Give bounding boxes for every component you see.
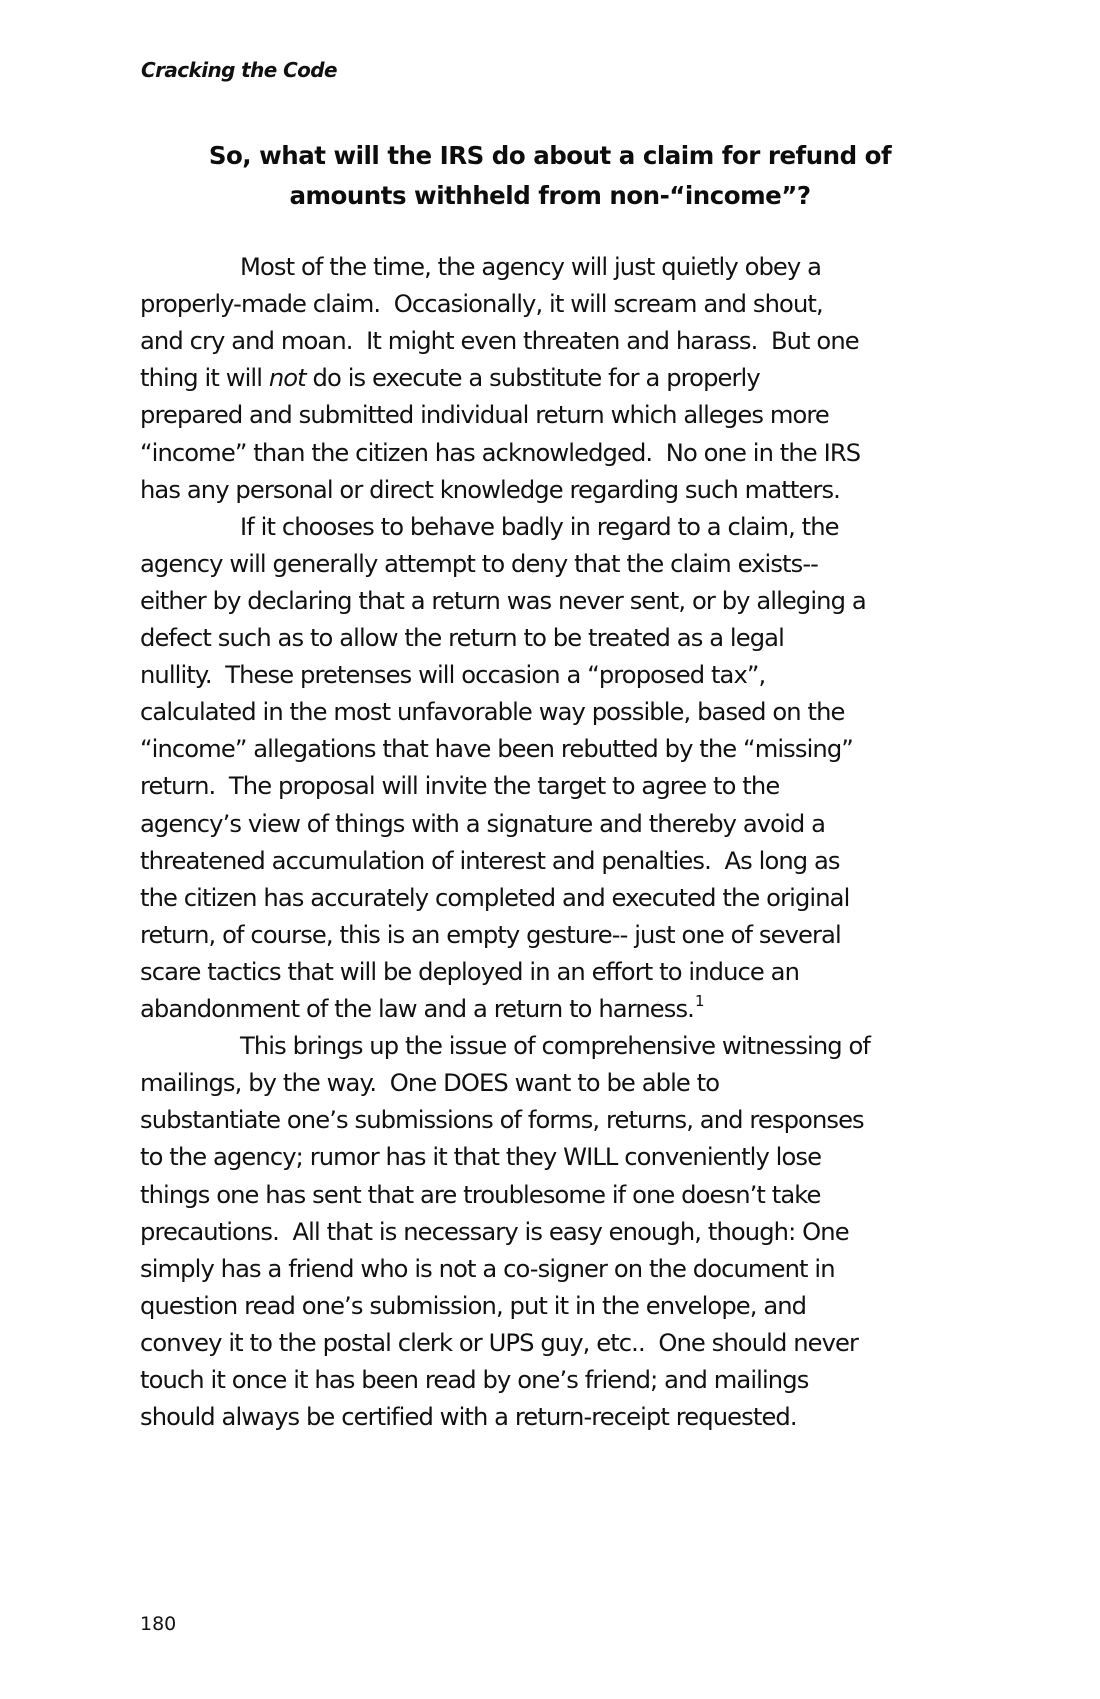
text-span: threatened accumulation of interest and penalties. As long as	[140, 846, 840, 875]
text-span: precautions. All that is necessary is easy enough, though: One	[140, 1217, 849, 1246]
text-span: do is execute a substitute for a properly	[305, 364, 760, 393]
text-line	[140, 1137, 821, 1177]
text-span: “income” than the citizen has acknowledged. No one in the IRS	[140, 438, 861, 467]
running-head: Cracking the Code	[141, 58, 337, 82]
text-line	[240, 507, 839, 547]
text-line	[140, 1175, 821, 1215]
text-line	[140, 358, 760, 398]
page-number: 180	[140, 1613, 177, 1635]
text-line	[140, 1286, 806, 1326]
text-line	[140, 878, 849, 918]
text-span: nullity. These pretenses will occasion a “proposed tax”,	[140, 661, 766, 690]
text-line	[140, 952, 799, 992]
text-line	[140, 655, 765, 695]
text-line	[140, 1249, 835, 1289]
text-line	[140, 1397, 797, 1437]
section-heading	[140, 136, 960, 216]
text-line	[140, 1063, 719, 1103]
text-line	[140, 470, 840, 510]
text-line	[140, 1323, 858, 1363]
text-line	[140, 395, 829, 435]
text-span: scare tactics that will be deployed in an effort to induce an	[140, 957, 800, 986]
text-span: abandonment of the law and a return to harness.	[140, 995, 694, 1023]
text-span: agency will generally attempt to deny that the claim exists--	[140, 549, 819, 578]
text-span: has any personal or direct knowledge regarding such matters.	[140, 475, 840, 504]
text-line	[140, 804, 825, 844]
text-span: either by declaring that a return was never sent, or by alleging a	[140, 586, 866, 615]
text-span: defect such as to allow the return to be treated as a legal	[140, 624, 784, 652]
text-span: mailings, by the way. One DOES want to be able to	[140, 1069, 720, 1098]
text-span: substantiate one’s submissions of forms, returns, and responses	[140, 1106, 864, 1135]
text-span: This brings up the issue of comprehensive witnessing of	[240, 1032, 871, 1061]
text-line	[140, 989, 704, 1029]
footnote-reference[interactable]: 1	[694, 992, 704, 1010]
text-span: calculated in the most unfavorable way possible, based on the	[140, 698, 845, 727]
text-line	[140, 581, 866, 621]
text-span: Most of the time, the agency will just quietly obey a	[240, 253, 822, 281]
text-span: the citizen has accurately completed and executed the original	[140, 883, 850, 912]
text-line	[140, 729, 853, 769]
text-span: If it chooses to behave badly in regard to a claim, the	[240, 512, 839, 541]
text-line	[240, 1026, 870, 1066]
text-line	[140, 618, 784, 658]
text-line	[140, 915, 841, 955]
text-line	[140, 284, 823, 324]
text-span: and cry and moan. It might even threaten and harass. But one	[140, 327, 859, 356]
text-span: prepared and submitted individual return which alleges more	[140, 401, 829, 430]
text-span: agency’s view of things with a signature and thereby avoid a	[140, 809, 826, 838]
text-span: simply has a friend who is not a co-signer on the document in	[140, 1254, 835, 1283]
text-span: return. The proposal will invite the target to agree to the	[140, 772, 780, 801]
text-span: properly-made claim. Occasionally, it will scream and shout,	[140, 290, 823, 319]
text-span: things one has sent that are troublesome if one doesn’t take	[140, 1180, 821, 1209]
text-span: return, of course, this is an empty gesture-- just one of several	[140, 920, 841, 949]
text-span: touch it once it has been read by one’s friend; and mailings	[140, 1366, 809, 1394]
section-heading-line: So, what will the IRS do about a claim for refund of	[208, 141, 892, 170]
text-line	[140, 544, 818, 584]
text-span: thing it will	[140, 364, 269, 393]
text-line	[140, 766, 779, 806]
section-heading-line: amounts withheld from non-“income”?	[289, 181, 811, 210]
text-line	[140, 433, 860, 473]
text-line	[140, 841, 840, 881]
text-span: convey it to the postal clerk or UPS guy, etc.. One should never	[140, 1328, 859, 1357]
emphasis-text: not	[268, 364, 306, 393]
text-line	[140, 1360, 808, 1400]
text-line	[140, 321, 859, 361]
text-span: should always be certified with a return-receipt requested.	[140, 1403, 797, 1432]
text-line	[140, 692, 845, 732]
text-span: question read one’s submission, put it in the envelope, and	[140, 1291, 807, 1320]
text-span: to the agency; rumor has it that they WILL conveniently lose	[140, 1143, 822, 1172]
text-span: “income” allegations that have been rebutted by the “missing”	[140, 735, 853, 764]
text-line	[140, 1212, 849, 1252]
text-line	[140, 1100, 864, 1140]
text-line	[240, 247, 821, 287]
